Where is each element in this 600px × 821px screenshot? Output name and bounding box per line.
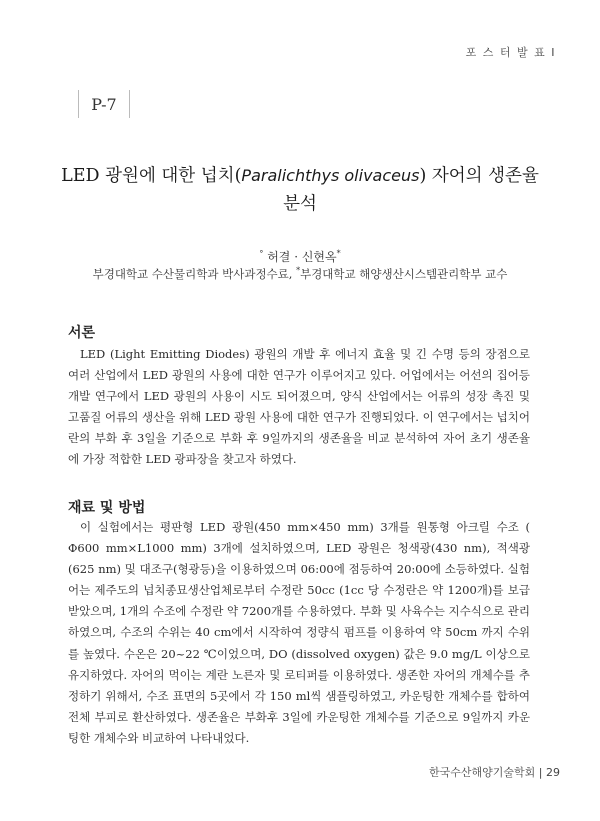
methods-heading: 재료 및 방법: [68, 500, 146, 516]
intro-paragraph: LED (Light Emitting Diodes) 광원의 개발 후 에너지 효율 및 긴 수명 등의 장점으로 여러 산업에서 LED 광원의 사용에 대한 연구가 이루어지고 있다. 어업에서는 어선의 집어등 개발 연구에서 LED 광원의 사용이 시도 되어졌으며, 양식 산업에서는 어류의 성장 촉진 및 고품질 어류의 생산을 위해 LED 광원 사용에 대한 연구가 진행되었다. 이 연구에서는 넙치어란의 부화 후 3일을 기준으로 부화 후 9일까지의 생존율을 비교 분석하여 자어 초기 생존율에 가장 적합한 LED 광파장을 찾고자 하였다.: [68, 347, 530, 467]
affiliation-1: 부경대학교 수산물리학과 박사과정수료,: [92, 267, 297, 281]
author-mark-corresponding: *: [336, 249, 341, 258]
poster-code: [78, 90, 130, 118]
title-prefix: LED 광원에 대한 넙치(: [61, 166, 242, 186]
paper-title: [60, 162, 540, 218]
author-list: [60, 248, 540, 265]
poster-code-text: P-7: [91, 94, 117, 114]
author-mark-presenter: °: [259, 249, 264, 258]
intro-heading: 서론: [68, 325, 96, 341]
author-names: 허결 · 신현옥: [263, 250, 337, 264]
affiliation-2: 부경대학교 해양생산시스템관리학부 교수: [300, 267, 508, 281]
title-line-2: 분석: [283, 194, 317, 214]
methods-paragraph: 이 실험에서는 평판형 LED 광원(450 mm×450 mm) 3개를 원통형 아크릴 수조 ( Φ600 mm×L1000 mm) 3개에 설치하였으며, LED 광원은 청색광(430 nm), 적색광(625 nm) 및 대조구(형광등)을 이용하였으며 06:00에 점등하여 20:00에 소등하였다. 실험어는 제주도의 넙치종묘생산업체로부터 수정란 50cc (1cc 당 수정란은 약 1200개)를 보급 받았으며, 1개의 수조에 수정란 약 7200개를 수용하였다. 부화 및 사육수는 지수식으로 관리하였으며, 수조의 수위는 40 cm에서 시작하여 정량식 펌프를 이용하여 약 50cm 까지 수위를 높였다. 수온은 20~22 ℃이었으며, DO (dissolved oxygen) 값은 9.0 mg/L 이상으로 유지하였다. 자어의 먹이는 계란 노른자 및 로티퍼를 이용하였다. 생존한 자어의 개체수를 추정하기 위해서, 수조 표면의 5곳에서 각 150 ml씩 샘플링하였고, 카운팅한 개체수를 합하여 전체 부피로 환산하였다. 생존율은 부화후 3일에 카운팅한 개체수를 기준으로 9일까지 카운팅한 개체수와 비교하여 나타내었다.: [68, 520, 530, 745]
title-species: Paralichthys olivaceus: [241, 166, 420, 185]
affiliation-mark: *: [296, 266, 301, 276]
page-footer: 한국수산해양기술학회 | 29: [429, 766, 560, 779]
section-label: 포 스 터 발 표 I: [465, 46, 556, 59]
title-line-1: [60, 162, 540, 190]
title-suffix: ) 자어의 생존율: [419, 166, 539, 186]
affiliations: [40, 266, 560, 282]
